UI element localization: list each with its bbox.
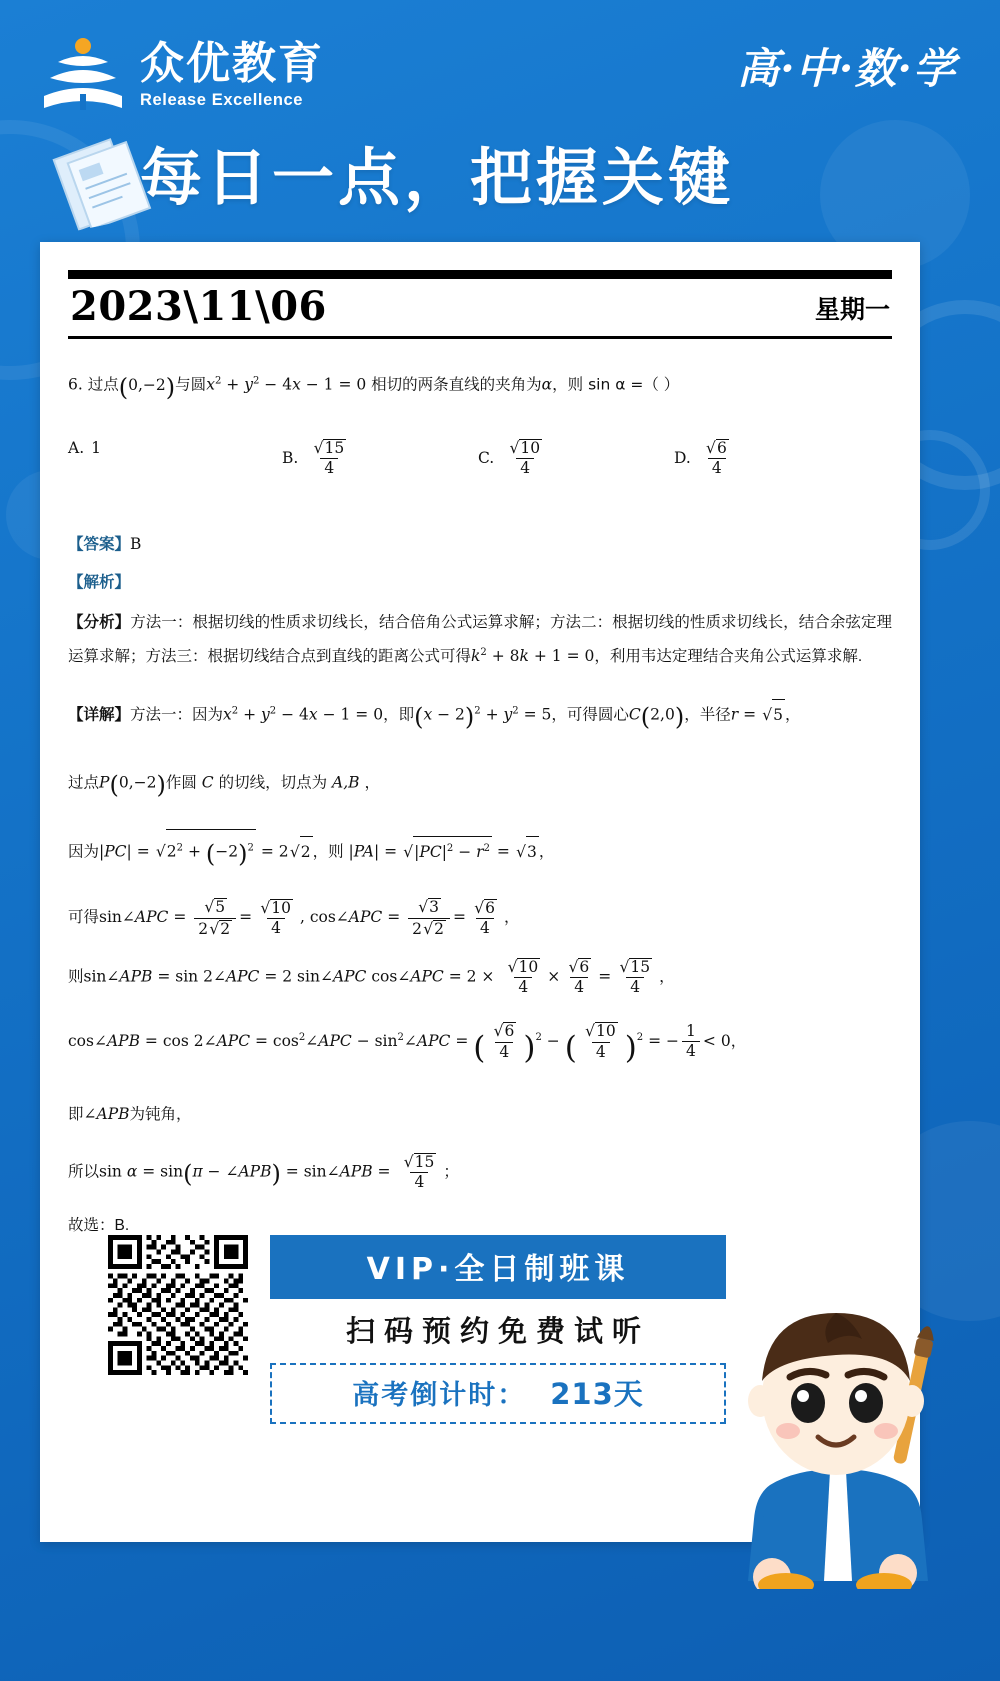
qr-code[interactable] <box>108 1235 248 1375</box>
analysis-tag: 【分析】 <box>68 614 131 632</box>
option-b-label: B. <box>282 449 299 468</box>
option-c[interactable]: C. $\frac{√10}{4}$ <box>478 438 541 478</box>
date-text: 2023\11\06 <box>70 283 327 330</box>
detail-line5-b: ， <box>659 968 675 986</box>
subject-label: 高·中·数·学 <box>737 44 956 93</box>
analysis-text-2-pre: 结合余弦定理运算求解；方法三：根据切线结合点到直线的距离公式可得 <box>68 614 892 665</box>
option-a-value: 1 <box>91 438 101 457</box>
detail-line-3: 因为$|PC| = √2^2 + (-2)^2 = 2√2$ ，则 $|PA| = √|PC|^2 - r^2 = √3$ ， <box>68 829 892 878</box>
question-stem-pre: 过点 <box>87 375 119 394</box>
option-a-label: A. <box>68 438 85 457</box>
question-stem-mid: 与圆 <box>175 375 207 394</box>
final-choice-text: 故选：B. <box>68 1216 130 1234</box>
detail-line2-c: 的切线，切点为 <box>218 774 328 792</box>
analysis-text-3: 合夹角公式运算求解. <box>718 647 863 665</box>
detail-line-8: 所以sin α = sin(π − ∠APB) = sin∠APB = $\frac{√15}{4}$ ； <box>68 1152 459 1192</box>
detail-line2-b: 作圆 <box>165 774 197 792</box>
logo-mark-icon <box>40 36 126 114</box>
detail-line2-a: 过点 <box>68 774 100 792</box>
detail-line4-a: 可得 <box>68 909 100 927</box>
detail-line8-a: 所以 <box>68 1163 100 1181</box>
option-list <box>68 439 892 478</box>
brand-logo <box>40 36 324 114</box>
date-header <box>68 279 892 339</box>
option-c-denominator: 4 <box>516 458 534 477</box>
option-c-label: C. <box>478 449 495 468</box>
detail-line-7: 即∠APB为钝角， <box>68 1104 192 1123</box>
detail-line1-b: ，即 <box>383 706 415 724</box>
question-ask: ，则 sin α =（ ） <box>552 375 680 394</box>
detail-line1-e: ， <box>784 706 801 724</box>
detail-line5-a: 则 <box>68 968 84 986</box>
detail-tag: 【详解】 <box>68 706 131 724</box>
detail-line8-b: ； <box>443 1163 459 1181</box>
brand-name-cn: 众优教育 <box>140 37 324 89</box>
detail-line-6: cos∠APB = cos 2∠APC = $\cos^2\angle APC$ − $\sin^2\angle APC$ = ( $\frac{√6}{4}$ )$^2$ − ( $\frac{√10}{4}$ )$^2$ = − $\frac{1}{4}$ < 0， <box>68 1021 747 1066</box>
option-b[interactable]: B. $\frac{√15}{4}$ <box>282 438 345 478</box>
detail-line2-d: ， <box>364 774 380 792</box>
top-rule-divider <box>68 270 892 279</box>
detail-line-5: 则sin∠APB = sin 2∠APC = 2 sin∠APC cos∠APC = 2 × $\frac{√10}{4}$ × $\frac{√6}{4}$ = $\frac{√15}{4}$ ， <box>68 957 675 997</box>
detail-line3-b: ， <box>538 843 555 861</box>
answer-row <box>68 529 892 560</box>
detail-line1-c: ，可得圆心 <box>551 706 629 724</box>
promo-block <box>108 1235 726 1424</box>
detail-line-4: 可得sin∠APC = $\frac{√5}{2√2}$ = $\frac{√10}{4}$ , cos∠APC = $\frac{√3}{2√2}$ = $\frac{√6}{4}$ ， <box>68 898 520 938</box>
detail-line-2: 过点P(0,−2)作圆 C 的切线，切点为 A,B ， <box>68 771 380 800</box>
question-number: 6. <box>68 375 83 394</box>
parse-tag: 【解析】 <box>68 574 131 592</box>
scan-prompt: 扫码预约免费试听 <box>345 1314 650 1348</box>
option-d[interactable]: D. $\frac{√6}{4}$ <box>674 438 727 478</box>
parse-row <box>68 570 892 592</box>
countdown-box <box>270 1363 726 1424</box>
option-b-denominator: 4 <box>320 458 338 477</box>
detail-line7-b: 为钝角， <box>129 1105 192 1123</box>
option-a[interactable] <box>68 439 282 457</box>
detail-line6-b: ， <box>730 1032 747 1050</box>
detail-line1-d: ，半径 <box>684 706 731 724</box>
brand-name-en: Release Excellence <box>140 90 304 109</box>
option-d-label: D. <box>674 449 691 468</box>
detail-line-1: 【详解】方法一：因为$x^2 + y^2 - 4x - 1 = 0$，即$(x - 2)^2 + y^2 = 5$，可得圆心C(2,0)，半径r = √5 ， <box>68 693 892 741</box>
detail-line3-a: 因为 <box>68 843 100 861</box>
answer-tag: 【答案】 <box>68 536 131 554</box>
detail-line7-a: 即 <box>68 1105 84 1123</box>
detail-line4-b: ， <box>503 909 520 927</box>
countdown-label: 高考倒计时： <box>352 1380 527 1411</box>
analysis-paragraph: 【分析】方法一：根据切线的性质求切线长，结合倍角公式运算求解；方法二：根据切线的性质求切线长，结合余弦定理运算求解；方法三：根据切线结合点到直线的距离公式可得$k^2 + 8k + 1 = 0$，利用韦达定理结合夹角公式运算求解. <box>68 614 892 665</box>
poster-header <box>0 0 1000 240</box>
detail-line1-a: 方法一：因为 <box>130 706 224 724</box>
poster-slogan: 每日一点，把握关键 <box>140 141 735 214</box>
vip-banner[interactable]: VIP·全日制班课 <box>270 1235 726 1299</box>
question-stem-post: 相切的两条直线的夹角为 <box>371 375 542 394</box>
countdown-days: 213天 <box>550 1377 644 1411</box>
question-stem: 6. 过点(0,−2)与圆$x^2 + y^2 - 4x - 1 = 0$ 相切的两条直线的夹角为α，则 sin α =（ ） <box>68 373 680 401</box>
question-block <box>68 365 892 411</box>
analysis-text-1: 方法一：根据切线的性质求切线长，结合倍角公式运算求解；方法二：根据切线的性质求切线长， <box>130 614 799 632</box>
answer-value: B <box>130 535 142 554</box>
mascot-illustration <box>708 1289 958 1589</box>
weekday-text: 星期一 <box>814 295 890 324</box>
analysis-text-2-post: ，利用韦达定理结 <box>594 647 719 665</box>
option-d-denominator: 4 <box>708 458 726 477</box>
